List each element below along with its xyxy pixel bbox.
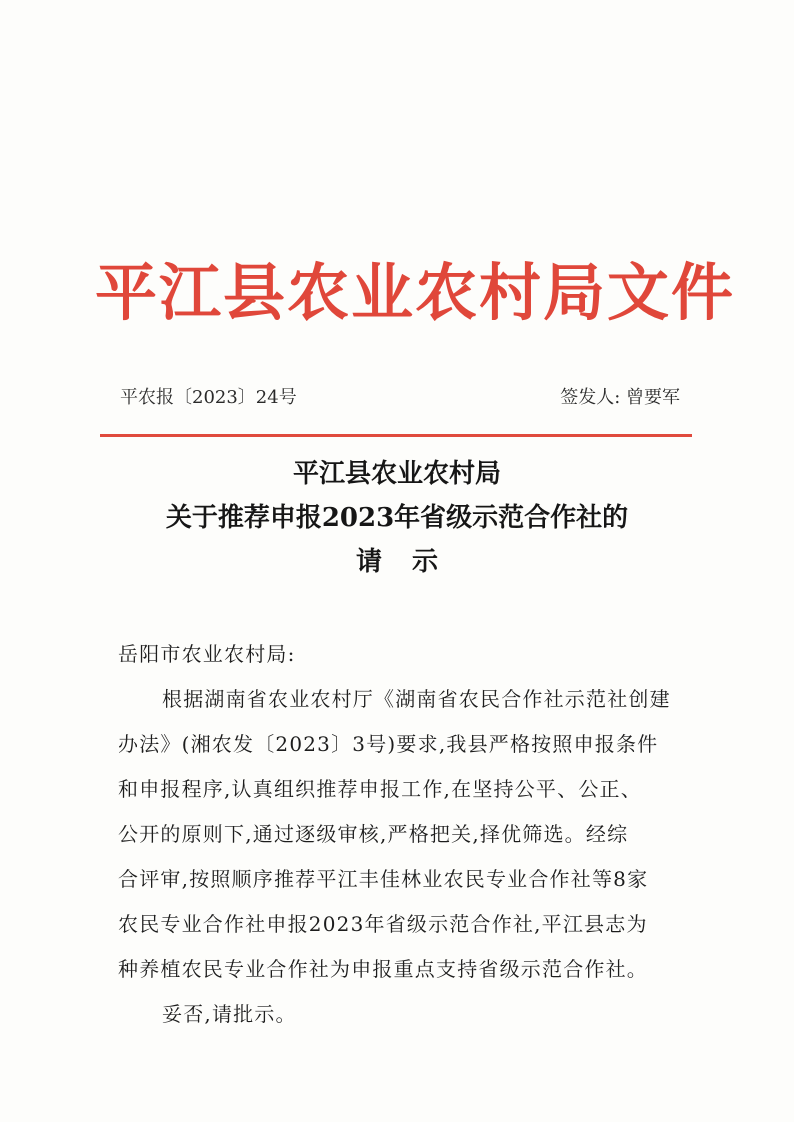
document-number: 平农报〔2023〕24号: [120, 387, 297, 408]
paragraph-line: 种养植农民专业合作社为申报重点支持省级示范合作社。: [118, 957, 648, 981]
paragraph-line: 合评审,按照顺序推荐平江丰佳林业农民专业合作社等8家: [118, 867, 649, 891]
signer: 签发人: 曾要军: [560, 387, 680, 408]
paragraph-line: 办法》(湘农发〔2023〕3号)要求,我县严格按照申报条件: [118, 732, 659, 756]
document-title: [100, 452, 694, 584]
paragraph-line: 农民专业合作社申报2023年省级示范合作社,平江县志为: [118, 912, 648, 936]
title-line-1: 平江县农业农村局: [292, 459, 501, 489]
paragraph-line: 根据湖南省农业农村厅《湖南省农民合作社示范社创建: [162, 687, 671, 711]
document-body: [118, 632, 678, 1037]
document-meta: [120, 383, 680, 411]
title-line-3: 请示: [355, 547, 468, 577]
closing-line: 妥否,请批示。: [162, 1002, 297, 1026]
red-divider: [100, 434, 692, 437]
recipient: 岳阳市农业农村局:: [118, 642, 296, 666]
paragraph-line: 公开的原则下,通过逐级审核,严格把关,择优筛选。经综: [118, 822, 629, 846]
title-line-2: 关于推荐申报2023年省级示范合作社的: [165, 503, 629, 533]
paragraph-line: 和申报程序,认真组织推荐申报工作,在坚持公平、公正、: [118, 777, 642, 801]
issuer-header: 平江县农业农村局文件: [95, 256, 736, 329]
